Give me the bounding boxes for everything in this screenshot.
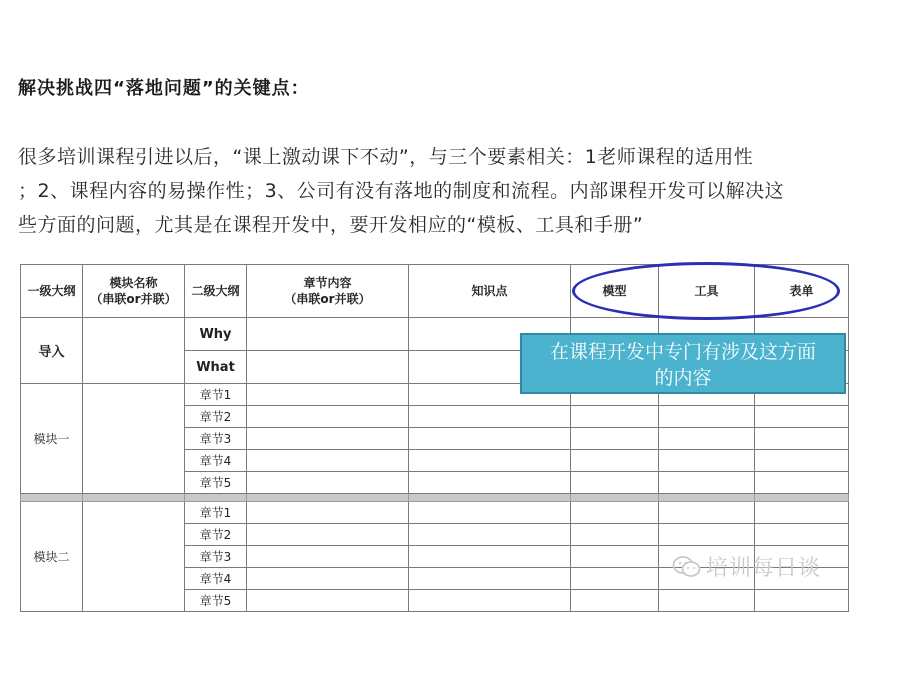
table-cell — [755, 472, 849, 494]
header-tool: 工具 — [659, 265, 755, 318]
table-cell — [659, 472, 755, 494]
paragraph-line: ；2、课程内容的易操作性；3、公司有没有落地的制度和流程。内部课程开发可以解决这 — [18, 180, 785, 202]
table-cell — [571, 546, 659, 568]
table-cell — [247, 318, 409, 351]
table-cell — [571, 494, 659, 502]
level2-cell: What — [185, 351, 247, 384]
table-cell — [755, 406, 849, 428]
table-cell — [409, 568, 571, 590]
intro-module-cell — [83, 318, 185, 384]
table-cell — [409, 590, 571, 612]
paragraph-line: 很多培训课程引进以后，“课上激动课下不动”，与三个要素相关：1老师课程的适用性 — [18, 146, 754, 168]
level2-cell: 章节3 — [185, 428, 247, 450]
table-cell — [247, 351, 409, 384]
table-cell — [409, 406, 571, 428]
table-cell — [755, 524, 849, 546]
module2-name-cell — [83, 502, 185, 612]
table-cell — [247, 450, 409, 472]
table-cell — [755, 428, 849, 450]
table-cell — [571, 472, 659, 494]
table-cell — [571, 428, 659, 450]
header-module-note: （串联or并联） — [90, 292, 177, 306]
level2-cell: 章节2 — [185, 406, 247, 428]
table-cell — [247, 428, 409, 450]
table-cell — [247, 494, 409, 502]
level2-cell: 章节1 — [185, 502, 247, 524]
table-cell — [659, 406, 755, 428]
table-cell — [247, 502, 409, 524]
header-level2: 二级大纲 — [185, 265, 247, 318]
table-cell — [83, 494, 185, 502]
module1-label: 模块一 — [21, 384, 83, 494]
module1-name-cell — [83, 384, 185, 494]
table-cell — [21, 494, 83, 502]
table-cell — [571, 406, 659, 428]
level2-cell: 章节5 — [185, 472, 247, 494]
header-model: 模型 — [571, 265, 659, 318]
header-chapter — [247, 265, 409, 318]
level2-cell: 章节4 — [185, 450, 247, 472]
table-cell — [755, 590, 849, 612]
table-cell — [247, 472, 409, 494]
level2-cell: 章节3 — [185, 546, 247, 568]
level2-cell: 章节2 — [185, 524, 247, 546]
table-cell — [659, 494, 755, 502]
wechat-icon — [672, 555, 702, 579]
table-cell — [247, 406, 409, 428]
table-cell — [659, 502, 755, 524]
table-cell — [247, 590, 409, 612]
module2-label: 模块二 — [21, 502, 83, 612]
table-cell — [409, 494, 571, 502]
level2-cell: 章节4 — [185, 568, 247, 590]
header-module-title: 模块名称 — [109, 276, 158, 290]
header-chapter-title: 章节内容 — [303, 276, 352, 290]
table-cell — [185, 494, 247, 502]
callout-line: 在课程开发中专门有涉及这方面 — [549, 341, 816, 363]
watermark-text: 培训每日谈 — [706, 556, 822, 581]
table-cell — [247, 384, 409, 406]
table-row — [21, 502, 849, 524]
intro-label: 导入 — [21, 318, 83, 384]
table-cell — [409, 546, 571, 568]
table-cell — [247, 546, 409, 568]
table-cell — [409, 450, 571, 472]
table-cell — [409, 428, 571, 450]
header-form: 表单 — [755, 265, 849, 318]
table-cell — [755, 494, 849, 502]
header-module — [83, 265, 185, 318]
header-knowledge: 知识点 — [409, 265, 571, 318]
page-heading: 解决挑战四“落地问题”的关键点： — [18, 78, 310, 99]
level2-cell: 章节5 — [185, 590, 247, 612]
table-cell — [659, 524, 755, 546]
paragraph-line: 些方面的问题，尤其是在课程开发中，要开发相应的“模板、工具和手册” — [18, 214, 644, 236]
callout-line: 的内容 — [654, 367, 712, 389]
callout-box — [520, 333, 846, 394]
table-cell — [571, 568, 659, 590]
table-cell — [659, 450, 755, 472]
level2-cell: Why — [185, 318, 247, 351]
table-cell — [755, 450, 849, 472]
highlight-oval — [572, 262, 840, 320]
table-cell — [247, 568, 409, 590]
table-cell — [409, 472, 571, 494]
table-cell — [659, 428, 755, 450]
table-cell — [571, 524, 659, 546]
table-cell — [659, 590, 755, 612]
table-cell — [247, 524, 409, 546]
table-cell — [755, 502, 849, 524]
level2-cell: 章节1 — [185, 384, 247, 406]
table-cell — [409, 524, 571, 546]
watermark — [672, 551, 821, 582]
table-separator-row — [21, 494, 849, 502]
table-cell — [409, 502, 571, 524]
table-cell — [571, 502, 659, 524]
header-chapter-note: （串联or并联） — [284, 292, 371, 306]
intro-paragraph — [18, 140, 888, 242]
table-cell — [571, 450, 659, 472]
table-cell — [571, 590, 659, 612]
header-level1: 一级大纲 — [21, 265, 83, 318]
